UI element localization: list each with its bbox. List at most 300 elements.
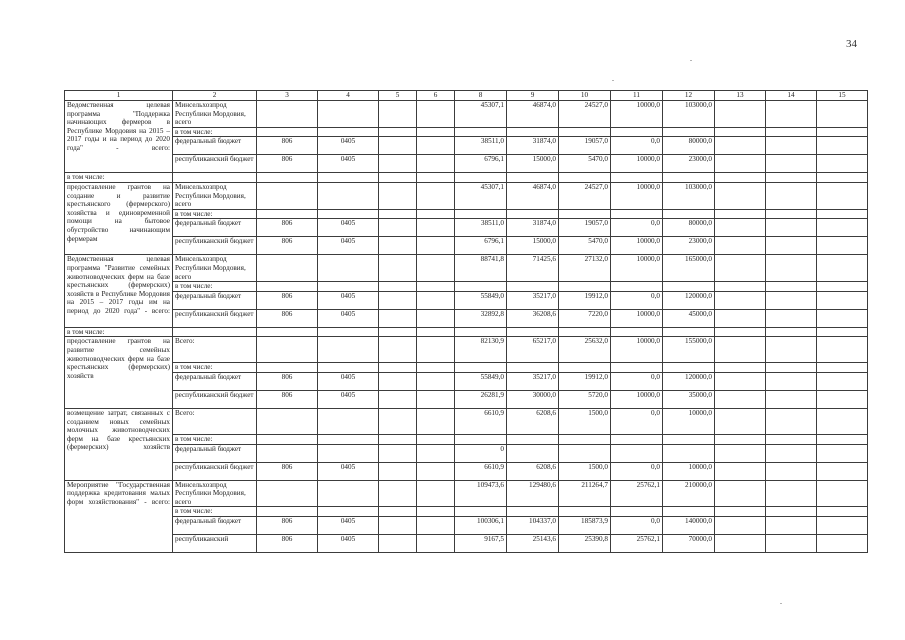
empty-cell (257, 327, 318, 337)
table-row (65, 173, 868, 183)
empty-cell (817, 101, 868, 128)
table-row (65, 137, 868, 155)
amount-cell: 1500,0 (559, 408, 611, 434)
amount-cell: 38511,0 (455, 219, 507, 237)
budget-table (64, 90, 868, 553)
amount-cell (559, 209, 611, 219)
empty-cell (817, 237, 868, 255)
rz-pr-code-cell (318, 209, 379, 219)
empty-cell (507, 173, 559, 183)
empty-cell (817, 372, 868, 390)
empty-cell (379, 309, 417, 327)
rz-pr-code-cell (318, 408, 379, 434)
empty-cell (817, 408, 868, 434)
amount-cell: 103000,0 (663, 182, 715, 209)
amount-cell: 25762,1 (611, 480, 663, 507)
empty-cell (715, 372, 766, 390)
amount-cell (663, 127, 715, 137)
column-number: 5 (379, 91, 417, 101)
rz-pr-code-cell: 0405 (318, 516, 379, 534)
section-subheading: в том числе: (65, 173, 173, 183)
table-row (65, 462, 868, 480)
amount-cell (611, 363, 663, 373)
empty-cell (715, 444, 766, 462)
empty-cell (766, 173, 817, 183)
empty-cell (417, 372, 455, 390)
empty-cell (715, 408, 766, 434)
empty-cell (715, 182, 766, 209)
empty-cell (379, 255, 417, 282)
rz-pr-code-cell (318, 127, 379, 137)
amount-cell (559, 507, 611, 517)
empty-cell (559, 173, 611, 183)
amount-cell: 0,0 (611, 219, 663, 237)
rz-pr-code-cell: 0405 (318, 237, 379, 255)
empty-cell (766, 155, 817, 173)
amount-cell: 6796,1 (455, 237, 507, 255)
amount-cell: 35000,0 (663, 390, 715, 408)
amount-cell: 165000,0 (663, 255, 715, 282)
amount-cell: 185873,9 (559, 516, 611, 534)
scan-speck (690, 60, 692, 61)
empty-cell (715, 219, 766, 237)
table-row (65, 444, 868, 462)
table-row (65, 434, 868, 444)
rz-pr-code-cell (318, 282, 379, 292)
amount-cell (507, 127, 559, 137)
rz-pr-code-cell (318, 363, 379, 373)
empty-cell (417, 291, 455, 309)
empty-cell (766, 363, 817, 373)
responsible-cell: в том числе: (173, 282, 257, 292)
column-number: 3 (257, 91, 318, 101)
table-row (65, 101, 868, 128)
table-row (65, 237, 868, 255)
amount-cell: 120000,0 (663, 372, 715, 390)
empty-cell (379, 337, 417, 363)
amount-cell (663, 209, 715, 219)
table-row (65, 282, 868, 292)
responsible-cell: федеральный бюджет (173, 291, 257, 309)
amount-cell: 5470,0 (559, 237, 611, 255)
amount-cell: 100306,1 (455, 516, 507, 534)
amount-cell: 24527,0 (559, 101, 611, 128)
empty-cell (318, 173, 379, 183)
rz-pr-code-cell: 0405 (318, 219, 379, 237)
amount-cell (455, 363, 507, 373)
empty-cell (715, 173, 766, 183)
empty-cell (715, 137, 766, 155)
empty-cell (766, 534, 817, 552)
empty-cell (766, 309, 817, 327)
amount-cell: 19912,0 (559, 291, 611, 309)
gr-code-cell: 806 (257, 291, 318, 309)
amount-cell: 109473,6 (455, 480, 507, 507)
empty-cell (417, 480, 455, 507)
amount-cell: 25632,0 (559, 337, 611, 363)
empty-cell (417, 209, 455, 219)
column-number: 13 (715, 91, 766, 101)
amount-cell: 0,0 (611, 516, 663, 534)
empty-cell (379, 155, 417, 173)
amount-cell: 19912,0 (559, 372, 611, 390)
column-number: 4 (318, 91, 379, 101)
empty-cell (766, 462, 817, 480)
amount-cell: 10000,0 (611, 101, 663, 128)
rz-pr-code-cell: 0405 (318, 155, 379, 173)
amount-cell: 129480,6 (507, 480, 559, 507)
table-row (65, 309, 868, 327)
amount-cell: 35217,0 (507, 291, 559, 309)
amount-cell: 25762,1 (611, 534, 663, 552)
table-row (65, 408, 868, 434)
amount-cell: 45307,1 (455, 101, 507, 128)
amount-cell: 104337,0 (507, 516, 559, 534)
amount-cell (559, 434, 611, 444)
amount-cell: 31874,0 (507, 137, 559, 155)
empty-cell (417, 182, 455, 209)
responsible-cell: Минсельхозпрод Республики Мордовия, всего (173, 182, 257, 209)
responsible-cell: Минсельхозпрод Республики Мордовия, всего (173, 480, 257, 507)
empty-cell (715, 282, 766, 292)
responsible-cell: республиканский бюджет (173, 390, 257, 408)
empty-cell (766, 516, 817, 534)
amount-cell: 10000,0 (611, 155, 663, 173)
column-number: 10 (559, 91, 611, 101)
empty-cell (766, 182, 817, 209)
amount-cell (455, 209, 507, 219)
amount-cell: 155000,0 (663, 337, 715, 363)
gr-code-cell: 806 (257, 219, 318, 237)
program-description: возмещение затрат, связанных с созданием новых семейных молочных животноводческих ферм на базе крестьянских (фермерских) хозяйств (65, 408, 173, 480)
table-row (65, 390, 868, 408)
scan-speck (780, 603, 782, 604)
amount-cell (507, 282, 559, 292)
empty-cell (455, 173, 507, 183)
amount-cell: 0,0 (611, 462, 663, 480)
empty-cell (417, 237, 455, 255)
empty-cell (715, 101, 766, 128)
empty-cell (379, 282, 417, 292)
responsible-cell: федеральный бюджет (173, 137, 257, 155)
empty-cell (817, 182, 868, 209)
program-description: Мероприятие "Государственная поддержка кредитования малых форм хозяйствования" - всего: (65, 480, 173, 552)
empty-cell (417, 534, 455, 552)
empty-cell (417, 101, 455, 128)
empty-cell (379, 534, 417, 552)
empty-cell (417, 282, 455, 292)
empty-cell (663, 173, 715, 183)
responsible-cell: республиканский бюджет (173, 155, 257, 173)
empty-cell (817, 127, 868, 137)
amount-cell: 0,0 (611, 291, 663, 309)
empty-cell (173, 173, 257, 183)
table-row (65, 337, 868, 363)
amount-cell (611, 282, 663, 292)
amount-cell: 0,0 (611, 408, 663, 434)
amount-cell: 45307,1 (455, 182, 507, 209)
gr-code-cell (257, 337, 318, 363)
table-row (65, 127, 868, 137)
amount-cell: 10000,0 (663, 462, 715, 480)
table-row (65, 534, 868, 552)
rz-pr-code-cell: 0405 (318, 372, 379, 390)
table-row (65, 182, 868, 209)
empty-cell (766, 408, 817, 434)
amount-cell (507, 444, 559, 462)
column-number: 6 (417, 91, 455, 101)
amount-cell (611, 507, 663, 517)
empty-cell (611, 173, 663, 183)
amount-cell: 70000,0 (663, 534, 715, 552)
amount-cell: 140000,0 (663, 516, 715, 534)
empty-cell (559, 327, 611, 337)
empty-cell (379, 480, 417, 507)
amount-cell: 15000,0 (507, 237, 559, 255)
empty-cell (417, 219, 455, 237)
amount-cell: 15000,0 (507, 155, 559, 173)
empty-cell (766, 434, 817, 444)
amount-cell: 6796,1 (455, 155, 507, 173)
empty-cell (817, 209, 868, 219)
empty-cell (417, 255, 455, 282)
empty-cell (766, 507, 817, 517)
empty-cell (318, 327, 379, 337)
gr-code-cell (257, 182, 318, 209)
empty-cell (817, 155, 868, 173)
empty-cell (766, 337, 817, 363)
empty-cell (417, 173, 455, 183)
table-row (65, 209, 868, 219)
empty-cell (417, 507, 455, 517)
empty-cell (817, 291, 868, 309)
table-row (65, 155, 868, 173)
gr-code-cell (257, 209, 318, 219)
empty-cell (817, 173, 868, 183)
gr-code-cell: 806 (257, 516, 318, 534)
empty-cell (715, 480, 766, 507)
scan-speck (612, 80, 614, 81)
table-row (65, 363, 868, 373)
empty-cell (379, 237, 417, 255)
amount-cell (611, 127, 663, 137)
amount-cell: 23000,0 (663, 237, 715, 255)
empty-cell (417, 309, 455, 327)
empty-cell (817, 480, 868, 507)
empty-cell (766, 327, 817, 337)
responsible-cell: федеральный бюджет (173, 516, 257, 534)
amount-cell: 25390,8 (559, 534, 611, 552)
empty-cell (817, 390, 868, 408)
amount-cell: 0,0 (611, 372, 663, 390)
amount-cell: 30000,0 (507, 390, 559, 408)
column-number-row (65, 91, 868, 101)
amount-cell: 103000,0 (663, 101, 715, 128)
responsible-cell: федеральный бюджет (173, 372, 257, 390)
amount-cell: 82130,9 (455, 337, 507, 363)
gr-code-cell (257, 127, 318, 137)
responsible-cell: в том числе: (173, 507, 257, 517)
empty-cell (766, 372, 817, 390)
empty-cell (817, 327, 868, 337)
amount-cell: 6610,9 (455, 408, 507, 434)
amount-cell: 10000,0 (611, 309, 663, 327)
empty-cell (715, 291, 766, 309)
gr-code-cell: 806 (257, 390, 318, 408)
amount-cell: 10000,0 (611, 255, 663, 282)
empty-cell (379, 209, 417, 219)
amount-cell: 55849,0 (455, 372, 507, 390)
responsible-cell: республиканский бюджет (173, 309, 257, 327)
amount-cell: 19057,0 (559, 219, 611, 237)
table-row (65, 255, 868, 282)
gr-code-cell: 806 (257, 237, 318, 255)
table-row (65, 291, 868, 309)
empty-cell (663, 327, 715, 337)
amount-cell: 88741,8 (455, 255, 507, 282)
amount-cell (455, 507, 507, 517)
rz-pr-code-cell: 0405 (318, 390, 379, 408)
empty-cell (379, 327, 417, 337)
column-number: 9 (507, 91, 559, 101)
responsible-cell: республиканский бюджет (173, 237, 257, 255)
empty-cell (379, 507, 417, 517)
empty-cell (379, 101, 417, 128)
responsible-cell: в том числе: (173, 209, 257, 219)
table-row (65, 219, 868, 237)
empty-cell (379, 127, 417, 137)
empty-cell (817, 309, 868, 327)
amount-cell: 23000,0 (663, 155, 715, 173)
empty-cell (817, 363, 868, 373)
amount-cell (611, 444, 663, 462)
empty-cell (715, 516, 766, 534)
empty-cell (715, 237, 766, 255)
empty-cell (417, 462, 455, 480)
gr-code-cell (257, 101, 318, 128)
amount-cell: 38511,0 (455, 137, 507, 155)
rz-pr-code-cell (318, 507, 379, 517)
empty-cell (417, 363, 455, 373)
empty-cell (417, 137, 455, 155)
empty-cell (817, 462, 868, 480)
responsible-cell: в том числе: (173, 363, 257, 373)
empty-cell (766, 480, 817, 507)
rz-pr-code-cell: 0405 (318, 534, 379, 552)
responsible-cell: Всего: (173, 337, 257, 363)
empty-cell (715, 255, 766, 282)
empty-cell (817, 516, 868, 534)
column-number: 11 (611, 91, 663, 101)
amount-cell (611, 434, 663, 444)
empty-cell (417, 337, 455, 363)
program-description: Ведомственная целевая программа "Поддержка начинающих фермеров в Республике Мордовия на 2015 – 2017 годы и на период до 2020 года" - всего: (65, 101, 173, 173)
gr-code-cell: 806 (257, 155, 318, 173)
column-number: 2 (173, 91, 257, 101)
gr-code-cell: 806 (257, 534, 318, 552)
amount-cell (663, 434, 715, 444)
amount-cell: 27132,0 (559, 255, 611, 282)
rz-pr-code-cell: 0405 (318, 309, 379, 327)
amount-cell: 120000,0 (663, 291, 715, 309)
empty-cell (507, 327, 559, 337)
empty-cell (766, 282, 817, 292)
amount-cell: 80000,0 (663, 219, 715, 237)
program-description: предоставление грантов на развитие семейных животноводческих ферм на базе крестьянских (фермерских) хозяйств (65, 337, 173, 409)
empty-cell (417, 444, 455, 462)
empty-cell (417, 408, 455, 434)
rz-pr-code-cell (318, 182, 379, 209)
empty-cell (611, 327, 663, 337)
empty-cell (379, 516, 417, 534)
amount-cell: 46874,0 (507, 101, 559, 128)
amount-cell: 65217,0 (507, 337, 559, 363)
empty-cell (715, 309, 766, 327)
amount-cell (507, 507, 559, 517)
amount-cell: 1500,0 (559, 462, 611, 480)
amount-cell: 80000,0 (663, 137, 715, 155)
empty-cell (766, 255, 817, 282)
amount-cell (455, 434, 507, 444)
amount-cell: 9167,5 (455, 534, 507, 552)
empty-cell (379, 462, 417, 480)
amount-cell: 36208,6 (507, 309, 559, 327)
amount-cell (455, 127, 507, 137)
empty-cell (379, 182, 417, 209)
empty-cell (817, 255, 868, 282)
amount-cell: 71425,6 (507, 255, 559, 282)
amount-cell: 46874,0 (507, 182, 559, 209)
gr-code-cell (257, 363, 318, 373)
gr-code-cell: 806 (257, 309, 318, 327)
amount-cell: 10000,0 (611, 337, 663, 363)
empty-cell (715, 337, 766, 363)
empty-cell (817, 137, 868, 155)
empty-cell (715, 507, 766, 517)
rz-pr-code-cell (318, 101, 379, 128)
column-number: 12 (663, 91, 715, 101)
amount-cell: 31874,0 (507, 219, 559, 237)
empty-cell (715, 390, 766, 408)
gr-code-cell (257, 480, 318, 507)
empty-cell (715, 534, 766, 552)
empty-cell (379, 219, 417, 237)
table-row (65, 516, 868, 534)
amount-cell: 210000,0 (663, 480, 715, 507)
amount-cell (663, 507, 715, 517)
amount-cell: 0 (455, 444, 507, 462)
rz-pr-code-cell (318, 337, 379, 363)
amount-cell: 19057,0 (559, 137, 611, 155)
table-row (65, 480, 868, 507)
empty-cell (766, 101, 817, 128)
amount-cell (663, 363, 715, 373)
amount-cell: 10000,0 (611, 237, 663, 255)
amount-cell: 24527,0 (559, 182, 611, 209)
empty-cell (379, 173, 417, 183)
empty-cell (417, 434, 455, 444)
empty-cell (379, 372, 417, 390)
empty-cell (715, 155, 766, 173)
empty-cell (715, 363, 766, 373)
section-subheading: в том числе: (65, 327, 173, 337)
gr-code-cell: 806 (257, 137, 318, 155)
responsible-cell: республиканский (173, 534, 257, 552)
amount-cell (507, 209, 559, 219)
responsible-cell: Минсельхозпрод Республики Мордовия, всего (173, 255, 257, 282)
amount-cell (507, 363, 559, 373)
amount-cell (559, 127, 611, 137)
